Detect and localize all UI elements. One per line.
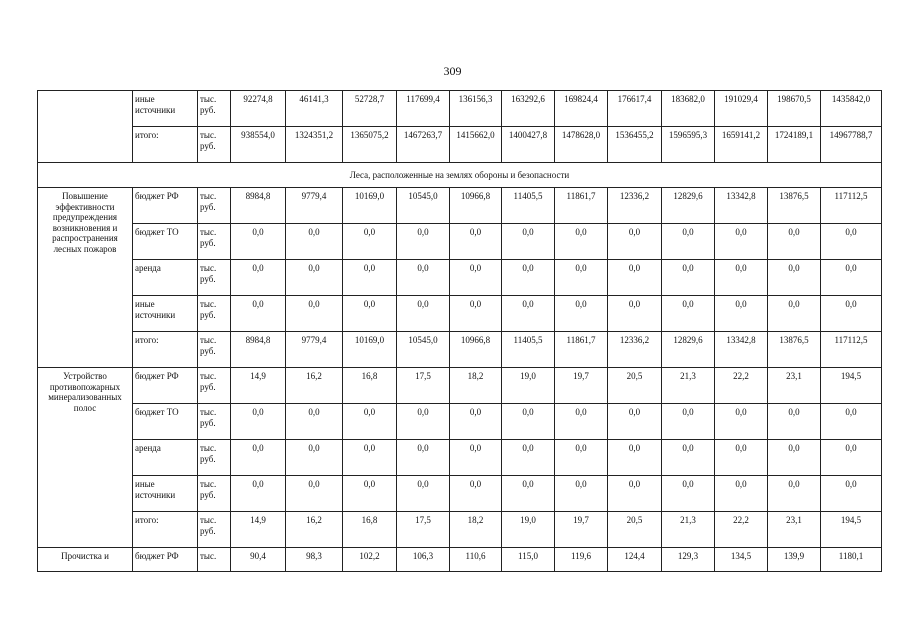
value-cell: 191029,4: [715, 91, 768, 127]
value-cell: 16,2: [286, 512, 343, 548]
unit-cell: тыс. руб.: [198, 127, 231, 163]
table-row: [38, 476, 882, 512]
value-cell: 19,7: [555, 368, 608, 404]
unit-cell: тыс. руб.: [198, 404, 231, 440]
value-cell: 0,0: [502, 440, 555, 476]
value-cell: 183682,0: [662, 91, 715, 127]
value-cell: 0,0: [821, 224, 882, 260]
unit-cell: тыс. руб.: [198, 512, 231, 548]
value-cell: 117699,4: [397, 91, 450, 127]
section-title: Леса, расположенные на землях обороны и безопасности: [38, 163, 882, 188]
value-cell: 16,8: [343, 512, 397, 548]
value-cell: 0,0: [768, 440, 821, 476]
value-cell: 0,0: [231, 260, 286, 296]
funding-source-cell: бюджет ТО: [133, 404, 198, 440]
table-row: [38, 188, 882, 224]
value-cell: 11861,7: [555, 332, 608, 368]
value-cell: 0,0: [286, 404, 343, 440]
value-cell: 0,0: [662, 224, 715, 260]
value-cell: 0,0: [608, 260, 662, 296]
value-cell: 0,0: [608, 296, 662, 332]
activity-cell: Повышение эффективности предупреждения возникновения и распространения лесных пожаров: [38, 188, 133, 368]
value-cell: 0,0: [343, 260, 397, 296]
value-cell: 23,1: [768, 368, 821, 404]
value-cell: 90,4: [231, 548, 286, 572]
value-cell: 0,0: [231, 296, 286, 332]
table-row: [38, 440, 882, 476]
financing-table: [37, 90, 882, 572]
funding-source-cell: бюджет РФ: [133, 188, 198, 224]
value-cell: 0,0: [821, 440, 882, 476]
value-cell: 0,0: [343, 476, 397, 512]
value-cell: 0,0: [286, 476, 343, 512]
value-cell: 117112,5: [821, 332, 882, 368]
unit-cell: тыс. руб.: [198, 260, 231, 296]
table-row: [38, 548, 882, 572]
value-cell: 19,0: [502, 368, 555, 404]
value-cell: 8984,8: [231, 332, 286, 368]
activity-cell: Устройство противопожарных минерализованных полос: [38, 368, 133, 548]
unit-cell: тыс. руб.: [198, 440, 231, 476]
unit-cell: тыс. руб.: [198, 368, 231, 404]
value-cell: 0,0: [555, 476, 608, 512]
table-row: [38, 224, 882, 260]
value-cell: 16,8: [343, 368, 397, 404]
funding-source-cell: бюджет РФ: [133, 368, 198, 404]
value-cell: 0,0: [715, 440, 768, 476]
unit-cell: тыс. руб.: [198, 91, 231, 127]
value-cell: 0,0: [231, 224, 286, 260]
value-cell: 0,0: [397, 296, 450, 332]
value-cell: 13876,5: [768, 188, 821, 224]
value-cell: 0,0: [821, 296, 882, 332]
value-cell: 0,0: [715, 260, 768, 296]
value-cell: 13342,8: [715, 188, 768, 224]
value-cell: 0,0: [231, 404, 286, 440]
value-cell: 11405,5: [502, 188, 555, 224]
value-cell: 22,2: [715, 368, 768, 404]
value-cell: 0,0: [662, 296, 715, 332]
unit-cell: тыс. руб.: [198, 476, 231, 512]
section-header-row: [38, 163, 882, 188]
value-cell: 0,0: [555, 260, 608, 296]
value-cell: 0,0: [662, 440, 715, 476]
table-row: [38, 512, 882, 548]
value-cell: 0,0: [502, 476, 555, 512]
funding-source-cell: бюджет ТО: [133, 224, 198, 260]
value-cell: 1724189,1: [768, 127, 821, 163]
value-cell: 0,0: [715, 296, 768, 332]
value-cell: 0,0: [502, 260, 555, 296]
value-cell: 194,5: [821, 512, 882, 548]
value-cell: 12336,2: [608, 188, 662, 224]
value-cell: 14,9: [231, 512, 286, 548]
value-cell: 10169,0: [343, 332, 397, 368]
table-row: [38, 296, 882, 332]
value-cell: 0,0: [768, 404, 821, 440]
value-cell: 0,0: [450, 296, 502, 332]
value-cell: 115,0: [502, 548, 555, 572]
value-cell: 0,0: [608, 440, 662, 476]
unit-cell: тыс. руб.: [198, 188, 231, 224]
value-cell: 0,0: [286, 440, 343, 476]
value-cell: 198670,5: [768, 91, 821, 127]
value-cell: 0,0: [715, 224, 768, 260]
value-cell: 938554,0: [231, 127, 286, 163]
funding-source-cell: иные источники: [133, 476, 198, 512]
value-cell: 52728,7: [343, 91, 397, 127]
value-cell: 1596595,3: [662, 127, 715, 163]
value-cell: 124,4: [608, 548, 662, 572]
value-cell: 0,0: [662, 476, 715, 512]
funding-source-cell: итого:: [133, 512, 198, 548]
value-cell: 0,0: [555, 440, 608, 476]
table-row: [38, 332, 882, 368]
value-cell: 0,0: [397, 260, 450, 296]
value-cell: 9779,4: [286, 332, 343, 368]
value-cell: 13342,8: [715, 332, 768, 368]
value-cell: 0,0: [715, 404, 768, 440]
value-cell: 1415662,0: [450, 127, 502, 163]
value-cell: 0,0: [343, 404, 397, 440]
funding-source-cell: бюджет РФ: [133, 548, 198, 572]
table-row: [38, 127, 882, 163]
value-cell: 21,3: [662, 512, 715, 548]
value-cell: 0,0: [768, 476, 821, 512]
value-cell: 19,7: [555, 512, 608, 548]
value-cell: 163292,6: [502, 91, 555, 127]
value-cell: 10966,8: [450, 332, 502, 368]
value-cell: 139,9: [768, 548, 821, 572]
funding-source-cell: итого:: [133, 332, 198, 368]
page-number: 309: [443, 64, 462, 78]
funding-source-cell: иные источники: [133, 91, 198, 127]
value-cell: 14967788,7: [821, 127, 882, 163]
value-cell: 10966,8: [450, 188, 502, 224]
value-cell: 0,0: [555, 296, 608, 332]
value-cell: 117112,5: [821, 188, 882, 224]
table-row: [38, 260, 882, 296]
value-cell: 1180,1: [821, 548, 882, 572]
value-cell: 20,5: [608, 512, 662, 548]
value-cell: 13876,5: [768, 332, 821, 368]
value-cell: 0,0: [502, 224, 555, 260]
value-cell: 0,0: [343, 296, 397, 332]
value-cell: 136156,3: [450, 91, 502, 127]
value-cell: 8984,8: [231, 188, 286, 224]
value-cell: 0,0: [450, 440, 502, 476]
funding-source-cell: итого:: [133, 127, 198, 163]
value-cell: 12829,6: [662, 188, 715, 224]
unit-cell: тыс. руб.: [198, 224, 231, 260]
value-cell: 0,0: [768, 296, 821, 332]
value-cell: 0,0: [821, 260, 882, 296]
value-cell: 46141,3: [286, 91, 343, 127]
value-cell: 0,0: [715, 476, 768, 512]
value-cell: 176617,4: [608, 91, 662, 127]
value-cell: 0,0: [768, 260, 821, 296]
value-cell: 169824,4: [555, 91, 608, 127]
unit-cell: тыс. руб.: [198, 332, 231, 368]
value-cell: 0,0: [397, 404, 450, 440]
value-cell: 102,2: [343, 548, 397, 572]
value-cell: 17,5: [397, 512, 450, 548]
value-cell: 0,0: [343, 440, 397, 476]
value-cell: 0,0: [662, 260, 715, 296]
value-cell: 19,0: [502, 512, 555, 548]
value-cell: 0,0: [502, 296, 555, 332]
value-cell: 16,2: [286, 368, 343, 404]
value-cell: 18,2: [450, 512, 502, 548]
value-cell: 0,0: [662, 404, 715, 440]
value-cell: 0,0: [608, 404, 662, 440]
value-cell: 10545,0: [397, 188, 450, 224]
table-row: [38, 91, 882, 127]
value-cell: 0,0: [821, 476, 882, 512]
unit-cell: тыс.: [198, 548, 231, 572]
value-cell: 12336,2: [608, 332, 662, 368]
value-cell: 0,0: [450, 476, 502, 512]
value-cell: 20,5: [608, 368, 662, 404]
value-cell: 194,5: [821, 368, 882, 404]
value-cell: 0,0: [397, 476, 450, 512]
value-cell: 18,2: [450, 368, 502, 404]
value-cell: 12829,6: [662, 332, 715, 368]
value-cell: 0,0: [502, 404, 555, 440]
value-cell: 0,0: [343, 224, 397, 260]
value-cell: 134,5: [715, 548, 768, 572]
value-cell: 22,2: [715, 512, 768, 548]
value-cell: 0,0: [555, 404, 608, 440]
value-cell: 21,3: [662, 368, 715, 404]
value-cell: 0,0: [286, 260, 343, 296]
value-cell: 0,0: [450, 224, 502, 260]
value-cell: 1324351,2: [286, 127, 343, 163]
value-cell: 14,9: [231, 368, 286, 404]
value-cell: 98,3: [286, 548, 343, 572]
value-cell: 9779,4: [286, 188, 343, 224]
value-cell: 119,6: [555, 548, 608, 572]
activity-cell: [38, 91, 133, 163]
value-cell: 0,0: [450, 404, 502, 440]
value-cell: 10545,0: [397, 332, 450, 368]
value-cell: 106,3: [397, 548, 450, 572]
value-cell: 1400427,8: [502, 127, 555, 163]
value-cell: 1478628,0: [555, 127, 608, 163]
value-cell: 10169,0: [343, 188, 397, 224]
value-cell: 0,0: [286, 296, 343, 332]
value-cell: 129,3: [662, 548, 715, 572]
table-row: [38, 404, 882, 440]
value-cell: 1435842,0: [821, 91, 882, 127]
value-cell: 0,0: [397, 440, 450, 476]
activity-cell: Прочистка и: [38, 548, 133, 572]
value-cell: 0,0: [608, 476, 662, 512]
value-cell: 11861,7: [555, 188, 608, 224]
value-cell: 1365075,2: [343, 127, 397, 163]
value-cell: 92274,8: [231, 91, 286, 127]
value-cell: 110,6: [450, 548, 502, 572]
value-cell: 0,0: [231, 440, 286, 476]
value-cell: 0,0: [821, 404, 882, 440]
value-cell: 1659141,2: [715, 127, 768, 163]
value-cell: 0,0: [231, 476, 286, 512]
value-cell: 1467263,7: [397, 127, 450, 163]
value-cell: 1536455,2: [608, 127, 662, 163]
value-cell: 0,0: [608, 224, 662, 260]
value-cell: 11405,5: [502, 332, 555, 368]
value-cell: 0,0: [397, 224, 450, 260]
funding-source-cell: аренда: [133, 440, 198, 476]
value-cell: 0,0: [555, 224, 608, 260]
value-cell: 0,0: [286, 224, 343, 260]
unit-cell: тыс. руб.: [198, 296, 231, 332]
value-cell: 0,0: [768, 224, 821, 260]
value-cell: 23,1: [768, 512, 821, 548]
value-cell: 17,5: [397, 368, 450, 404]
funding-source-cell: аренда: [133, 260, 198, 296]
funding-source-cell: иные источники: [133, 296, 198, 332]
table-row: [38, 368, 882, 404]
value-cell: 0,0: [450, 260, 502, 296]
